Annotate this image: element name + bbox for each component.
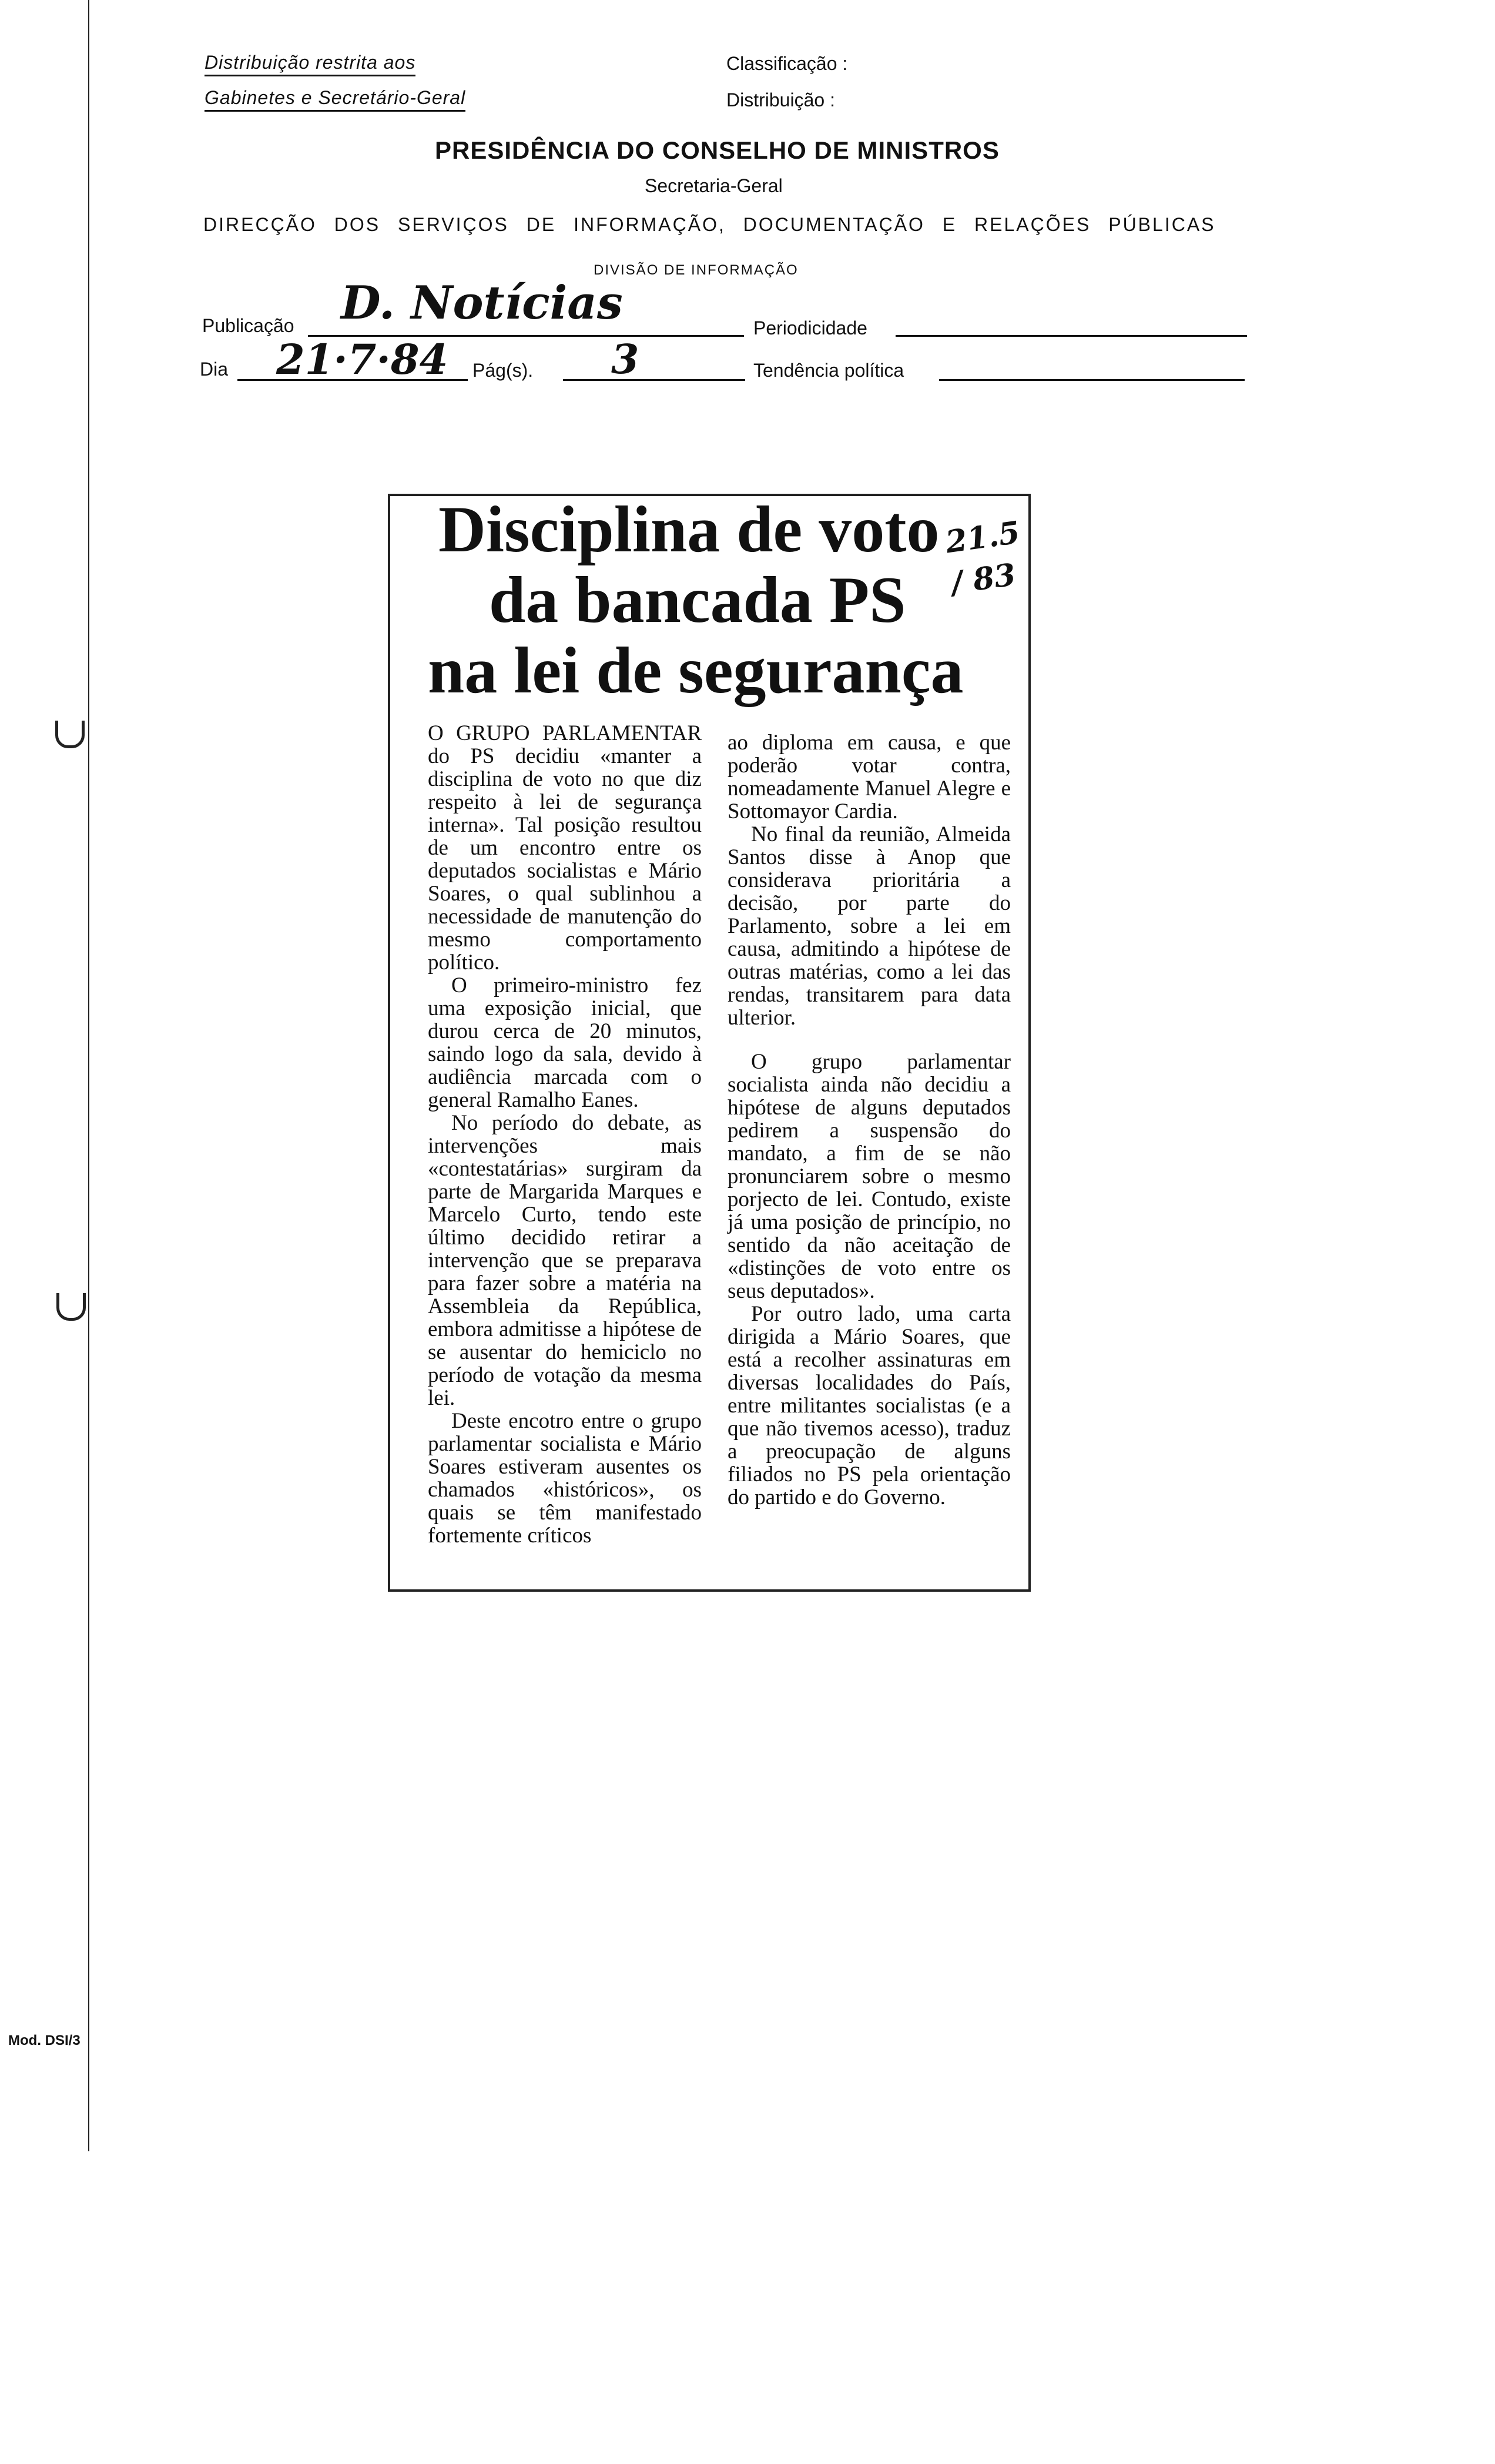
paragraph: Por outro lado, uma carta dirigida a Mário Soares, que está a recolher assinaturas em diversas localidades do País, entre militantes socialistas (e a que não tivemos acesso), traduz a preocupação de alguns filiados no PS pela orientação do partido e do Governo. bbox=[728, 1302, 1011, 1509]
headline-line-2: da bancada PS bbox=[489, 564, 906, 637]
restricted-notice-line-1: Distribuição restrita aos bbox=[205, 52, 415, 76]
periodicidade-label: Periodicidade bbox=[753, 317, 867, 339]
paragraph: O grupo parlamentar socialista ainda não decidiu a hipótese de alguns deputados pedirem a suspensão do mandato, a fim de se não pronunciarem sobre o mesmo porjecto de lei. Contudo, existe já uma posição de princípio, no sentido da não aceitação de «distinções de voto entre os seus deputados». bbox=[728, 1050, 1011, 1303]
publicacao-handwritten: D. Notícias bbox=[341, 276, 623, 330]
tendencia-line bbox=[939, 379, 1245, 381]
pags-handwritten: 3 bbox=[611, 336, 639, 383]
punch-hole-mark bbox=[56, 1293, 86, 1321]
model-code: Mod. DSI/3 bbox=[8, 2033, 81, 2048]
paragraph: O GRUPO PARLAMENTAR do PS decidiu «manter a disciplina de voto no que diz respeito à lei de segurança interna». Tal posição resultou de um encontro entre os deputados socialistas e Mário Soares, o qual sublinhou a necessidade de manutenção do mesmo comportamento político. bbox=[428, 721, 702, 975]
paragraph: No período do debate, as intervenções mais «contestatárias» surgiram da parte de Margarida Marques e Marcelo Curto, tendo este último decidido retirar a intervenção que se preparava para fazer sobre a matéria na Assembleia da República, embora admitisse a hipótese de se ausentar do hemiciclo no período de votação da mesma lei. bbox=[428, 1111, 702, 1410]
punch-hole-mark bbox=[55, 721, 85, 748]
direccao-servicos: DIRECÇÃO DOS SERVIÇOS DE INFORMAÇÃO, DOCUMENTAÇÃO E RELAÇÕES PÚBLICAS bbox=[203, 214, 1216, 235]
tendencia-label: Tendência política bbox=[753, 360, 904, 381]
headline-line-1: Disciplina de voto bbox=[438, 493, 940, 566]
paragraph: O primeiro-ministro fez uma exposição inicial, que durou cerca de 20 minutos, saindo logo da sala, devido à audiência marcada com o general Ramalho Eanes. bbox=[428, 973, 702, 1112]
org-title: PRESIDÊNCIA DO CONSELHO DE MINISTROS bbox=[435, 136, 1000, 164]
pags-line bbox=[563, 379, 745, 381]
classificacao-label: Classificação : bbox=[726, 53, 848, 74]
article-column-1 bbox=[428, 722, 702, 1547]
handwritten-annotation: 21.5 / 83 bbox=[943, 514, 1023, 601]
distribuicao-label: Distribuição : bbox=[726, 89, 835, 111]
paragraph: No final da reunião, Almeida Santos disse à Anop que considerava prioritária a decisão, por parte do Parlamento, sobre a lei em causa, admitindo a hipótese de outras matérias, como a lei das rendas, transitarem para data ulterior. bbox=[728, 822, 1011, 1030]
secretaria-geral: Secretaria-Geral bbox=[645, 175, 783, 196]
publicacao-label: Publicação bbox=[202, 315, 294, 336]
paragraph: Deste encotro entre o grupo parlamentar socialista e Mário Soares estiveram ausentes os chamados «históricos», os quais se têm manifestado fortemente críticos bbox=[428, 1409, 702, 1548]
restricted-notice-line-2: Gabinetes e Secretário-Geral bbox=[205, 87, 465, 112]
dia-handwritten: 21·7·84 bbox=[276, 335, 448, 384]
divisao-informacao: DIVISÃO DE INFORMAÇÃO bbox=[594, 262, 799, 278]
periodicidade-line bbox=[896, 335, 1247, 337]
left-margin-rule bbox=[88, 0, 89, 2151]
headline-line-3: na lei de segurança bbox=[428, 634, 964, 707]
pags-label: Pág(s). bbox=[472, 360, 534, 381]
paragraph: ao diploma em causa, e que poderão votar contra, nomeadamente Manuel Alegre e Sottomayor Cardia. bbox=[728, 731, 1011, 823]
dia-label: Dia bbox=[200, 359, 229, 380]
article-column-2 bbox=[728, 731, 1011, 1509]
